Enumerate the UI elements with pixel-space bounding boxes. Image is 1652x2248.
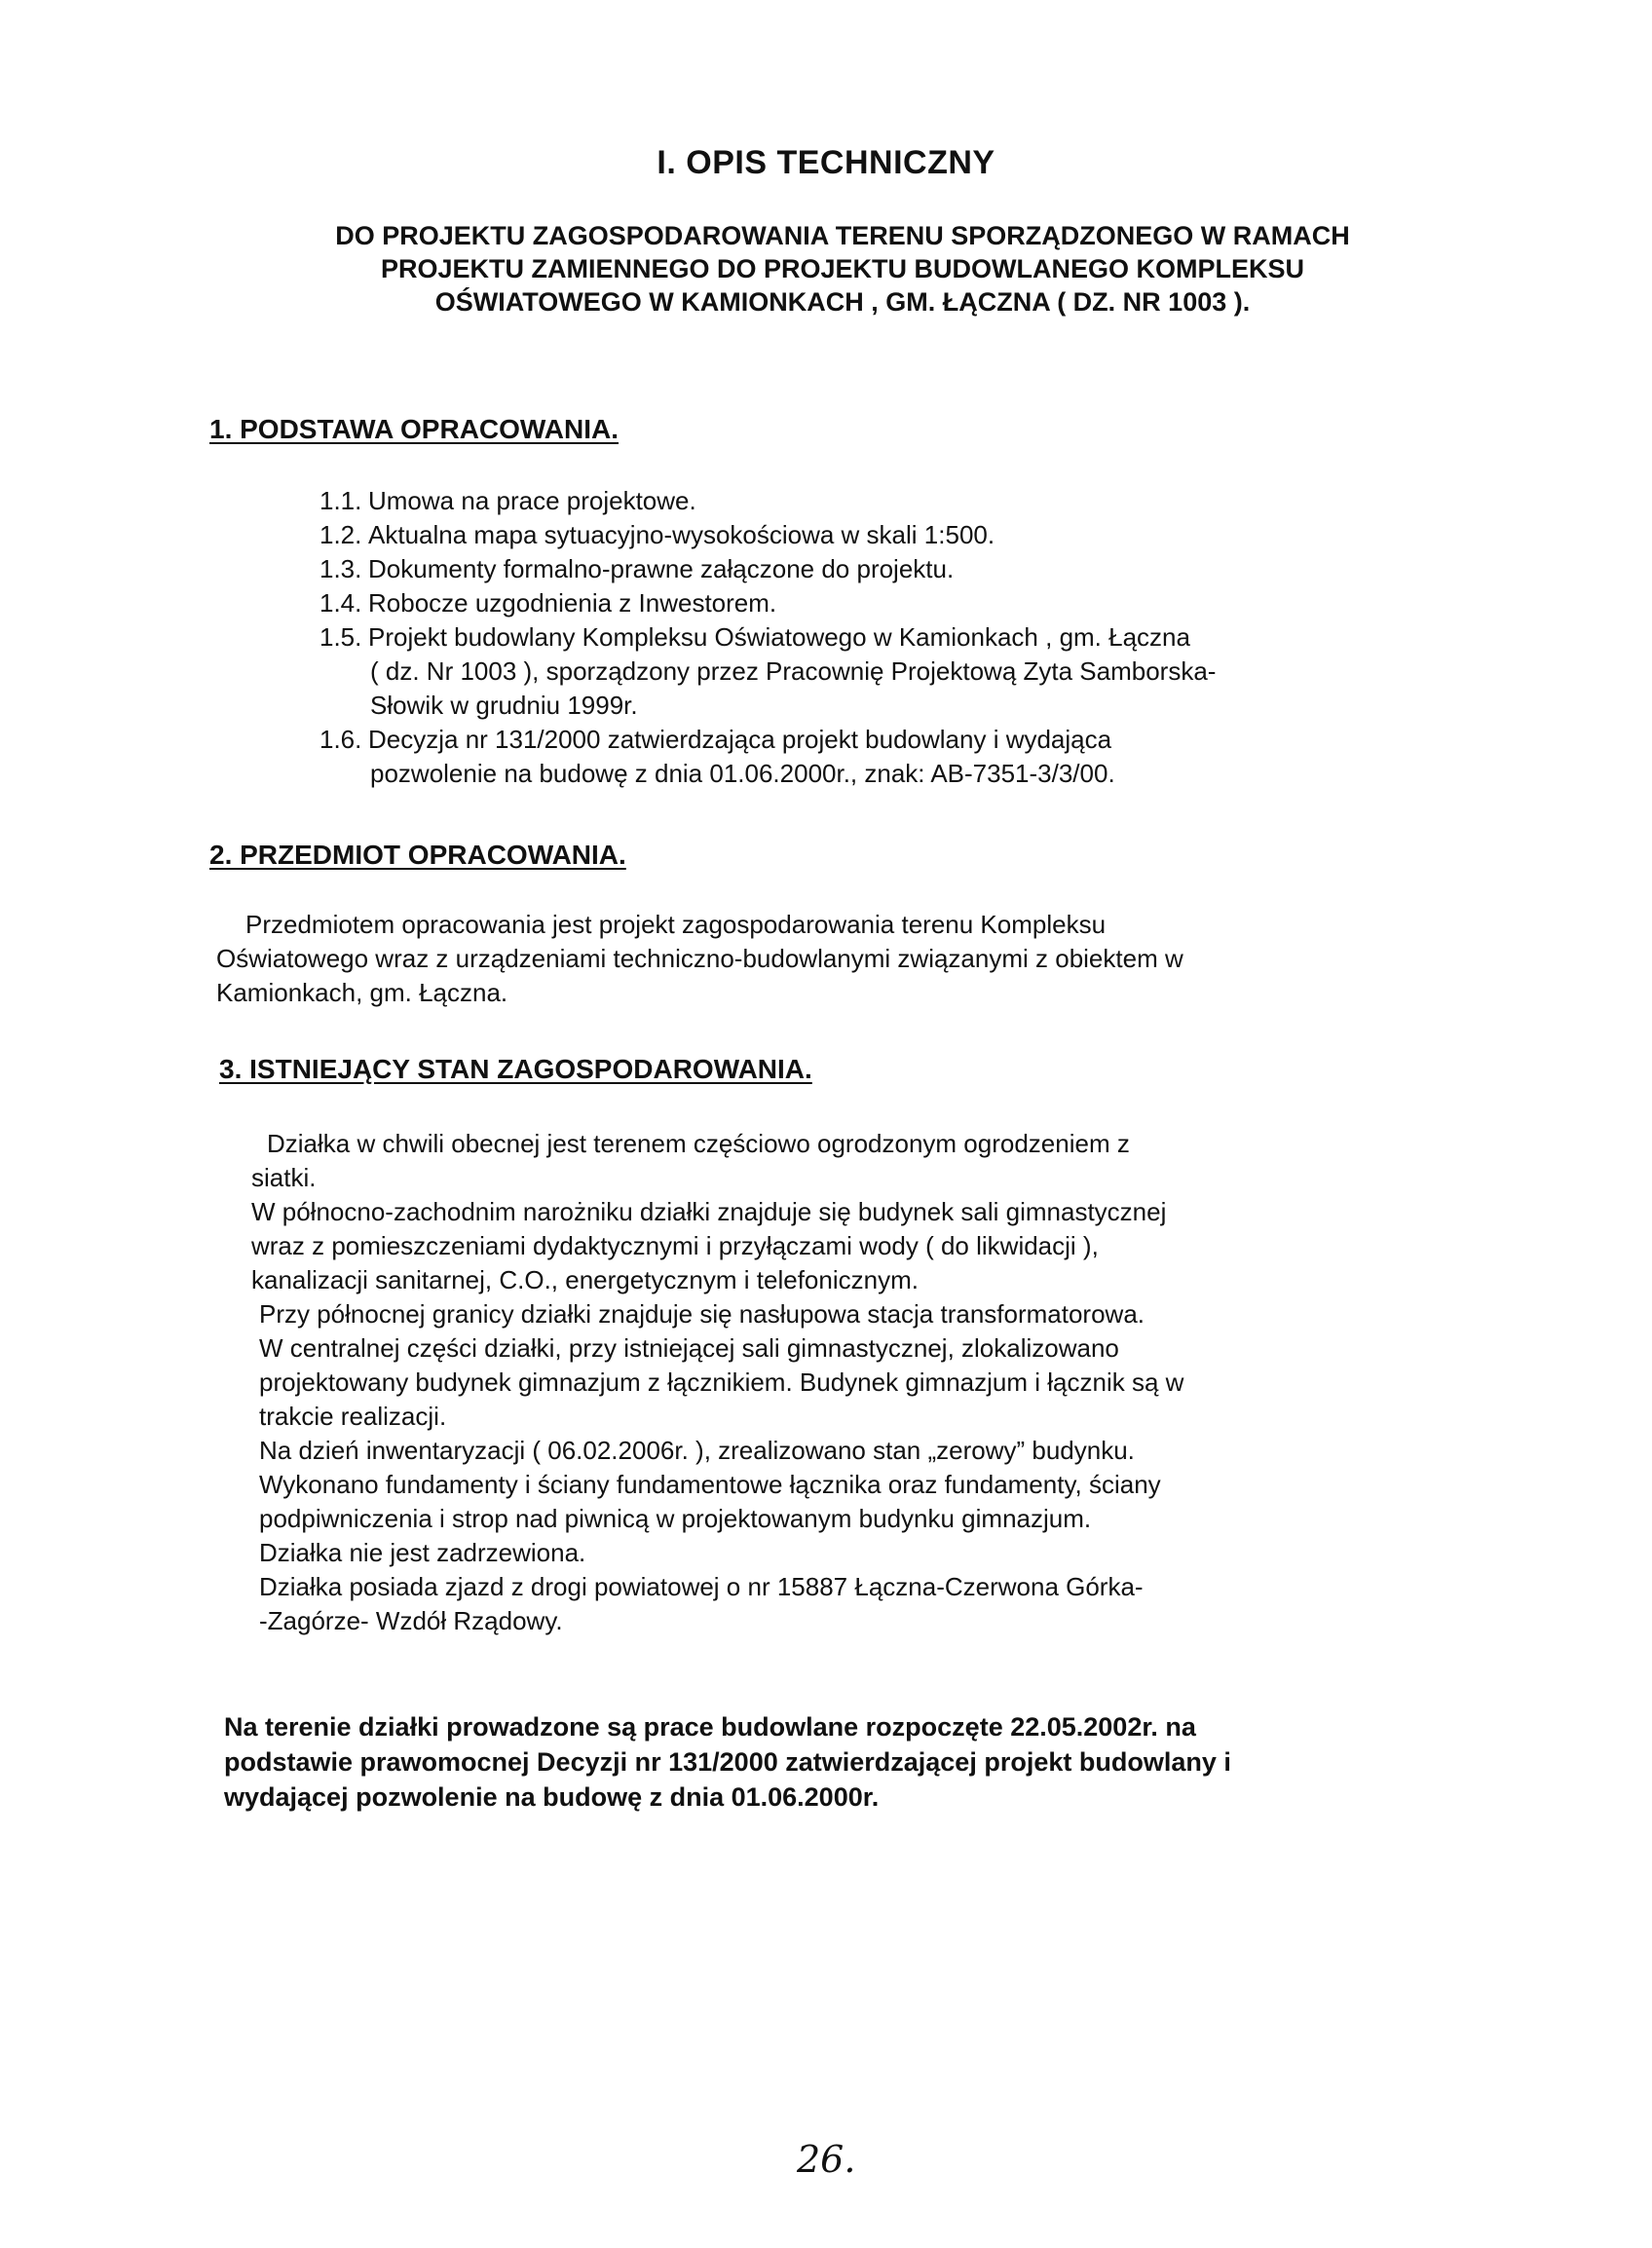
list-item-line: Robocze uzgodnienia z Inwestorem. bbox=[368, 588, 777, 618]
list-item bbox=[319, 552, 1488, 586]
list-item-number: 1.6. bbox=[319, 725, 362, 754]
section-heading-subject: 2. PRZEDMIOT OPRACOWANIA. bbox=[209, 840, 626, 870]
list-item bbox=[319, 620, 1488, 723]
paragraph-line: Na dzień inwentaryzacji ( 06.02.2006r. ), zrealizowano stan „zerowy” budynku. bbox=[259, 1436, 1135, 1465]
list-item-line: Słowik w grudniu 1999r. bbox=[370, 691, 638, 720]
paragraph-line: W centralnej części działki, przy istniejącej sali gimnastycznej, zlokalizowano bbox=[259, 1333, 1119, 1363]
page-number: 26. bbox=[797, 2138, 856, 2181]
notice-line: podstawie prawomocnej Decyzji nr 131/2000 zatwierdzającej projekt budowlany i bbox=[224, 1747, 1231, 1777]
list-item bbox=[319, 484, 1488, 518]
paragraph-line: Działka w chwili obecnej jest terenem częściowo ogrodzonym ogrodzeniem z bbox=[267, 1129, 1130, 1158]
paragraph-line: wraz z pomieszczeniami dydaktycznymi i przyłączami wody ( do likwidacji ), bbox=[251, 1231, 1099, 1260]
list-item-line: Umowa na prace projektowe. bbox=[368, 486, 696, 515]
paragraph-line: siatki. bbox=[251, 1163, 317, 1192]
subtitle-line: DO PROJEKTU ZAGOSPODAROWANIA TERENU SPORZĄDZONEGO W RAMACH bbox=[335, 221, 1350, 250]
list-item-text bbox=[368, 518, 1488, 552]
list-item-text bbox=[368, 723, 1488, 791]
document-title: I. OPIS TECHNICZNY bbox=[657, 144, 995, 181]
basis-list bbox=[319, 484, 1488, 791]
subtitle-line: OŚWIATOWEGO W KAMIONKACH , GM. ŁĄCZNA ( DZ. NR 1003 ). bbox=[434, 287, 1251, 317]
subject-paragraph bbox=[216, 908, 1183, 1010]
paragraph-line: Oświatowego wraz z urządzeniami techniczno-budowlanymi związanymi z obiektem w bbox=[216, 944, 1183, 973]
list-item-text bbox=[368, 620, 1488, 723]
list-item-line: Aktualna mapa sytuacyjno-wysokościowa w skali 1:500. bbox=[368, 520, 995, 549]
list-item-line: ( dz. Nr 1003 ), sporządzony przez Pracownię Projektową Zyta Samborska- bbox=[370, 656, 1217, 686]
list-item-text bbox=[368, 586, 1488, 620]
list-item-line: Projekt budowlany Kompleksu Oświatowego w Kamionkach , gm. Łączna bbox=[368, 622, 1190, 652]
list-item bbox=[319, 723, 1488, 791]
paragraph-line: Przy północnej granicy działki znajduje się nasłupowa stacja transformatorowa. bbox=[259, 1299, 1145, 1329]
existing-state-paragraph bbox=[251, 1127, 1183, 1638]
list-item-line: Dokumenty formalno-prawne załączone do projektu. bbox=[368, 554, 955, 583]
list-item-text bbox=[368, 552, 1488, 586]
paragraph-line: -Zagórze- Wzdół Rządowy. bbox=[259, 1606, 563, 1635]
paragraph-line: podpiwniczenia i strop nad piwnicą w projektowanym budynku gimnazjum. bbox=[259, 1504, 1092, 1533]
section-heading-basis: 1. PODSTAWA OPRACOWANIA. bbox=[209, 414, 620, 444]
list-item-line: Decyzja nr 131/2000 zatwierdzająca projekt budowlany i wydająca bbox=[368, 725, 1112, 754]
list-item-number: 1.5. bbox=[319, 622, 362, 652]
notice-line: wydającej pozwolenie na budowę z dnia 01.06.2000r. bbox=[224, 1782, 880, 1812]
paragraph-line: Wykonano fundamenty i ściany fundamentowe łącznika oraz fundamenty, ściany bbox=[259, 1470, 1161, 1499]
document-subtitle bbox=[209, 219, 1476, 318]
construction-notice bbox=[224, 1709, 1490, 1815]
section-heading-existing-state: 3. ISTNIEJĄCY STAN ZAGOSPODAROWANIA. bbox=[219, 1054, 812, 1084]
paragraph-line: W północno-zachodnim narożniku działki znajduje się budynek sali gimnastycznej bbox=[251, 1197, 1167, 1226]
paragraph-line: kanalizacji sanitarnej, C.O., energetycznym i telefonicznym. bbox=[251, 1265, 919, 1294]
list-item-number: 1.2. bbox=[319, 520, 362, 549]
list-item bbox=[319, 518, 1488, 552]
paragraph-line: Działka nie jest zadrzewiona. bbox=[259, 1538, 586, 1567]
paragraph-line: Działka posiada zjazd z drogi powiatowej o nr 15887 Łączna-Czerwona Górka- bbox=[259, 1572, 1144, 1601]
list-item-number: 1.3. bbox=[319, 554, 362, 583]
subtitle-line: PROJEKTU ZAMIENNEGO DO PROJEKTU BUDOWLANEGO KOMPLEKSU bbox=[380, 254, 1305, 283]
paragraph-line: trakcie realizacji. bbox=[259, 1402, 447, 1431]
notice-line: Na terenie działki prowadzone są prace budowlane rozpoczęte 22.05.2002r. na bbox=[224, 1712, 1196, 1742]
paragraph-line: Kamionkach, gm. Łączna. bbox=[216, 978, 508, 1007]
paragraph-line: projektowany budynek gimnazjum z łącznikiem. Budynek gimnazjum i łącznik są w bbox=[259, 1368, 1184, 1397]
list-item-number: 1.4. bbox=[319, 588, 362, 618]
list-item-text bbox=[368, 484, 1488, 518]
paragraph-line: Przedmiotem opracowania jest projekt zagospodarowania terenu Kompleksu bbox=[245, 910, 1107, 939]
list-item-line: pozwolenie na budowę z dnia 01.06.2000r., znak: AB-7351-3/3/00. bbox=[370, 759, 1115, 788]
list-item-number: 1.1. bbox=[319, 486, 362, 515]
list-item bbox=[319, 586, 1488, 620]
